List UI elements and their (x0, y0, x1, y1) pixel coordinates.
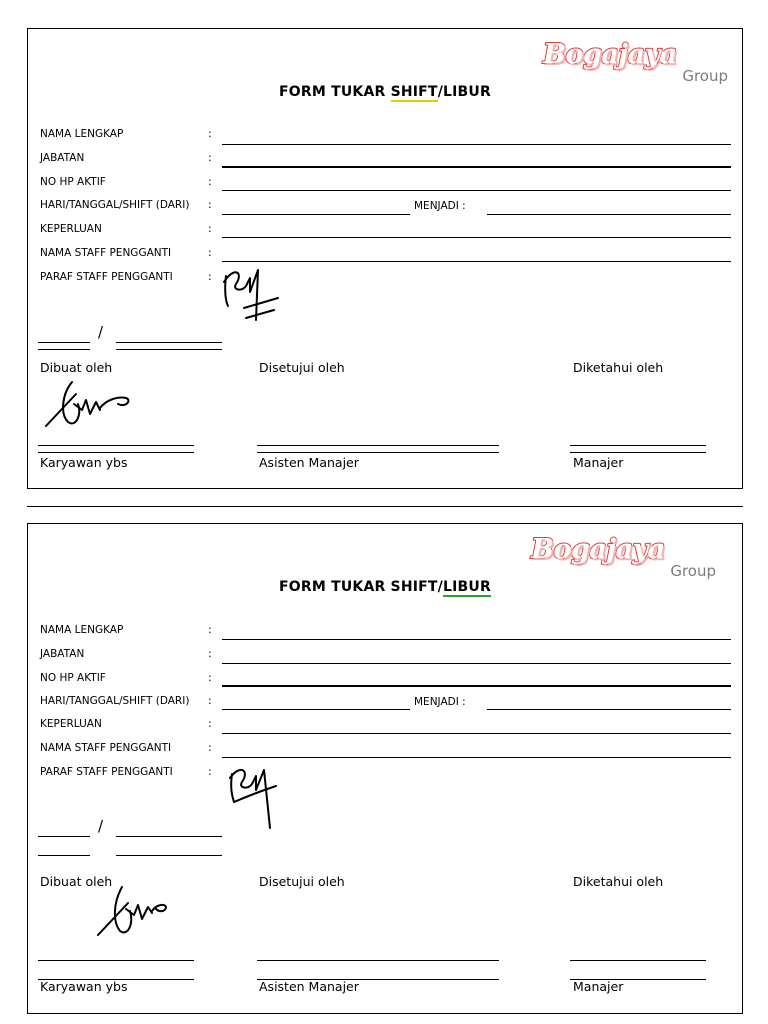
input-nama-lengkap[interactable] (222, 639, 731, 640)
form-title (28, 84, 742, 100)
input-shift-menjadi[interactable] (487, 214, 731, 215)
input-nama-lengkap[interactable] (222, 144, 731, 145)
input-jabatan[interactable] (222, 663, 731, 664)
label-staff-pengganti: NAMA STAFF PENGGANTI (40, 742, 172, 754)
colon: : (208, 222, 212, 235)
label-staff-pengganti: NAMA STAFF PENGGANTI (40, 247, 172, 259)
title-highlighted: SHIFT (390, 84, 438, 100)
sign-line-asisten-manajer[interactable] (257, 960, 499, 961)
sign-line-employee[interactable] (38, 960, 194, 961)
date-line-day[interactable] (38, 342, 90, 343)
role-karyawan: Karyawan ybs (40, 455, 128, 470)
date-line-month[interactable] (116, 342, 222, 343)
colon: : (208, 127, 212, 140)
colon: : (208, 198, 212, 211)
label-no-hp: NO HP AKTIF (40, 176, 106, 188)
date-line-month[interactable] (116, 836, 222, 837)
role-asisten-manajer: Asisten Manajer (259, 979, 359, 994)
sign-line-manajer-under (570, 452, 706, 453)
input-jabatan[interactable] (222, 166, 731, 168)
label-diketahui-oleh: Diketahui oleh (573, 360, 664, 375)
colon: : (208, 151, 212, 164)
sign-line-asisten-manajer-under (257, 452, 499, 453)
employee-signature (94, 879, 168, 943)
sign-line-employee-under (38, 452, 194, 453)
date-line-month-under (116, 349, 222, 350)
sign-line-employee[interactable] (38, 445, 194, 446)
colon: : (208, 270, 212, 283)
colon: : (208, 765, 212, 778)
shift-swap-form-2 (27, 523, 743, 1014)
input-shift-menjadi[interactable] (487, 709, 731, 710)
form-title (28, 579, 742, 595)
input-keperluan[interactable] (222, 237, 731, 238)
title-highlighted: LIBUR (443, 579, 491, 595)
sign-line-asisten-manajer[interactable] (257, 445, 499, 446)
title-prefix: FORM TUKAR SHIFT/ (279, 579, 443, 595)
paraf-signature (224, 760, 284, 832)
logo-brand-text: Bogajaya (543, 39, 677, 70)
role-karyawan: Karyawan ybs (40, 979, 128, 994)
input-shift-dari[interactable] (222, 214, 410, 215)
input-keperluan[interactable] (222, 733, 731, 734)
date-line-day[interactable] (38, 836, 90, 837)
label-disetujui-oleh: Disetujui oleh (259, 360, 345, 375)
label-menjadi: MENJADI : (414, 200, 466, 212)
role-manajer: Manajer (573, 455, 624, 470)
colon: : (208, 671, 212, 684)
input-shift-dari[interactable] (222, 709, 410, 710)
title-prefix: FORM TUKAR (279, 84, 391, 100)
label-hari-tanggal-shift: HARI/TANGGAL/SHIFT (DARI) (40, 199, 190, 211)
role-manajer: Manajer (573, 979, 624, 994)
colon: : (208, 647, 212, 660)
logo-brand-text: Bogajaya (531, 534, 665, 565)
label-disetujui-oleh: Disetujui oleh (259, 874, 345, 889)
date-line-day-under (38, 855, 90, 856)
colon: : (208, 246, 212, 259)
title-suffix: /LIBUR (437, 84, 491, 100)
label-hari-tanggal-shift: HARI/TANGGAL/SHIFT (DARI) (40, 695, 190, 707)
date-line-day-under (38, 349, 90, 350)
sign-line-manajer[interactable] (570, 445, 706, 446)
colon: : (208, 694, 212, 707)
logo-group-text: Group (682, 67, 728, 85)
date-line-month-under (116, 855, 222, 856)
date-separator: / (98, 323, 104, 341)
input-no-hp[interactable] (222, 190, 731, 191)
logo-group-text: Group (670, 562, 716, 580)
page-divider (27, 506, 743, 507)
input-staff-pengganti[interactable] (222, 261, 731, 262)
label-nama-lengkap: NAMA LENGKAP (40, 128, 124, 140)
label-paraf-pengganti: PARAF STAFF PENGGANTI (40, 271, 173, 283)
label-dibuat-oleh: Dibuat oleh (40, 874, 113, 889)
bogajaya-logo (531, 534, 716, 584)
label-jabatan: JABATAN (40, 152, 85, 164)
colon: : (208, 175, 212, 188)
label-dibuat-oleh: Dibuat oleh (40, 360, 113, 375)
colon: : (208, 741, 212, 754)
label-jabatan: JABATAN (40, 648, 85, 660)
colon: : (208, 623, 212, 636)
label-keperluan: KEPERLUAN (40, 223, 102, 235)
input-no-hp[interactable] (222, 685, 731, 687)
shift-swap-form-1 (27, 28, 743, 489)
label-menjadi: MENJADI : (414, 696, 466, 708)
label-keperluan: KEPERLUAN (40, 718, 102, 730)
label-no-hp: NO HP AKTIF (40, 672, 106, 684)
paraf-signature (220, 262, 282, 324)
date-separator: / (98, 817, 104, 835)
label-diketahui-oleh: Diketahui oleh (573, 874, 664, 889)
colon: : (208, 717, 212, 730)
input-staff-pengganti[interactable] (222, 757, 731, 758)
role-asisten-manajer: Asisten Manajer (259, 455, 359, 470)
bogajaya-logo (543, 39, 728, 89)
label-paraf-pengganti: PARAF STAFF PENGGANTI (40, 766, 173, 778)
sign-line-manajer[interactable] (570, 960, 706, 961)
label-nama-lengkap: NAMA LENGKAP (40, 624, 124, 636)
employee-signature (42, 374, 134, 436)
